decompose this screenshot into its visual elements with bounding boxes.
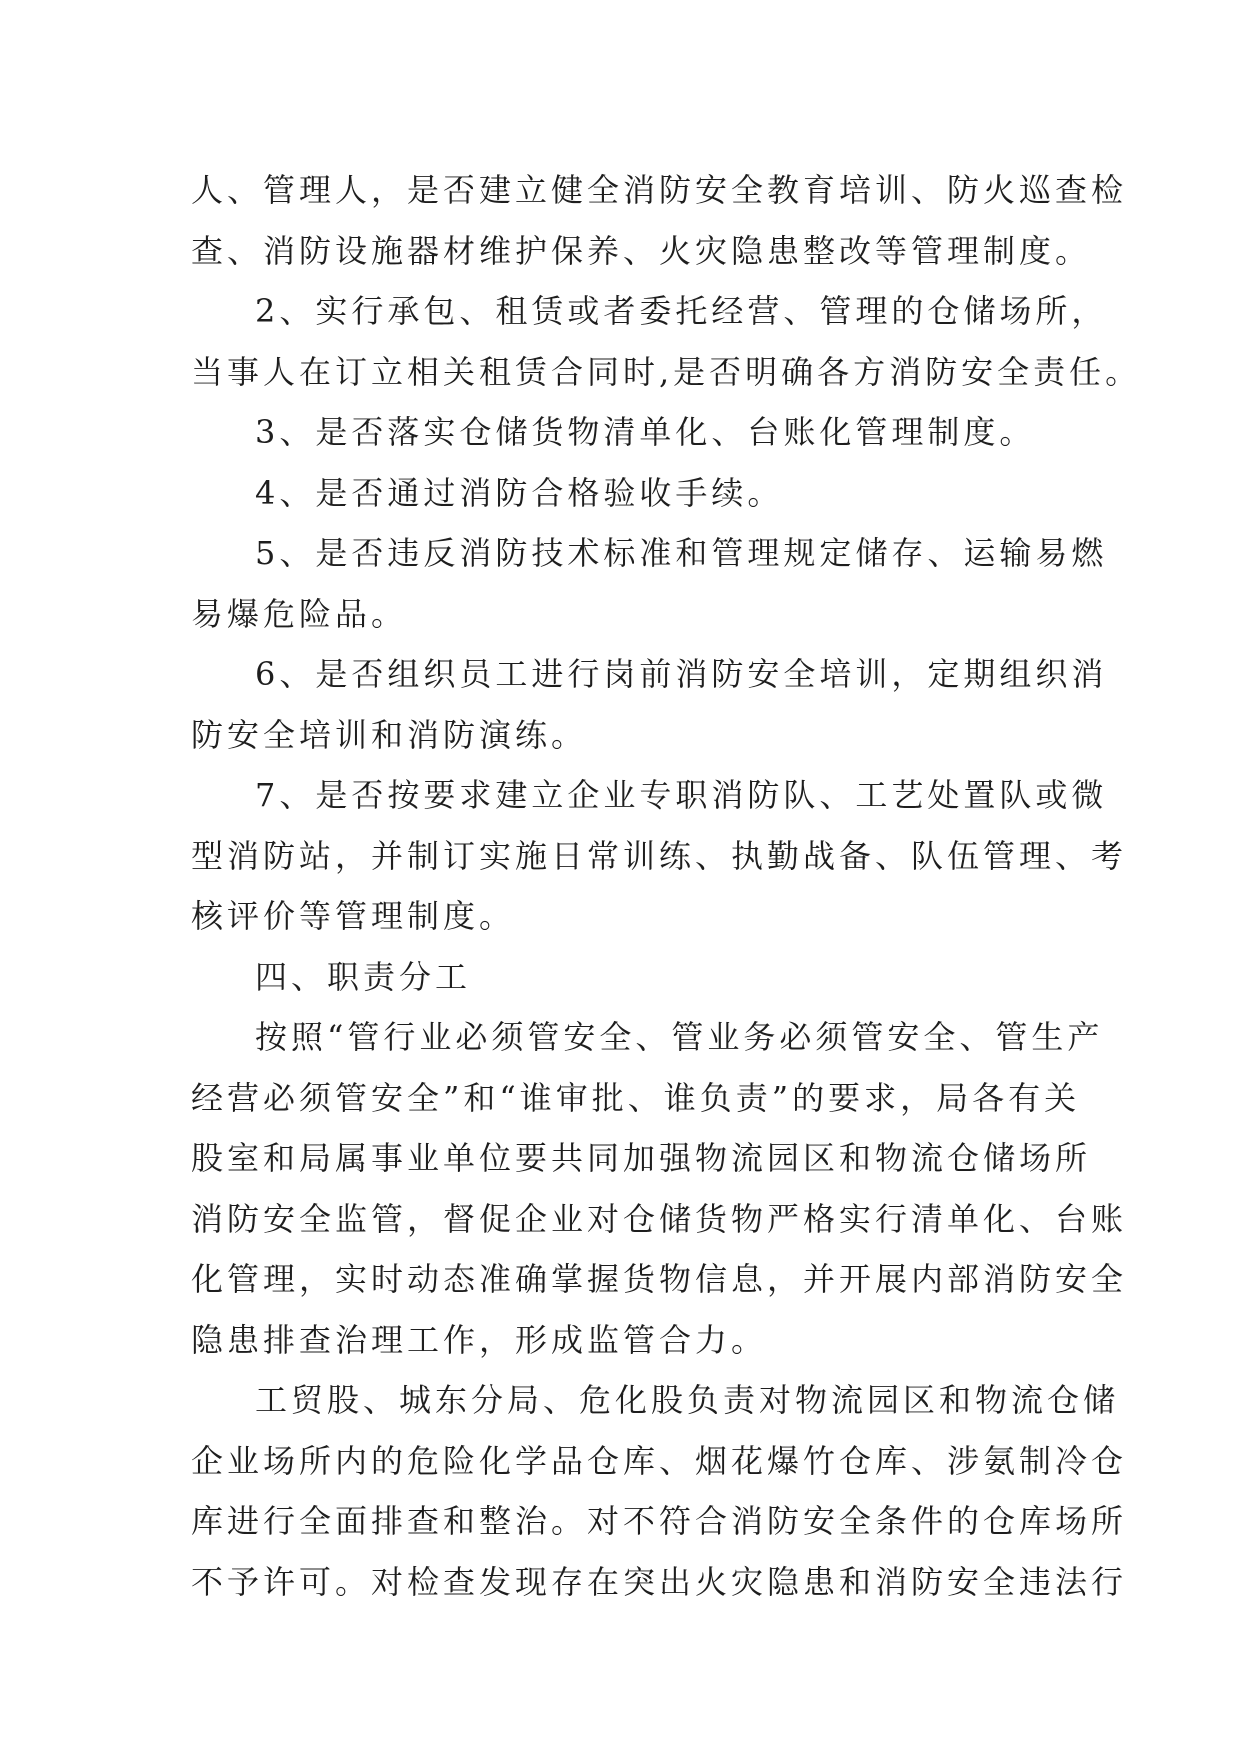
paragraph-start-line: 5、是否违反消防技术标准和管理规定储存、运输易燃 <box>255 534 1108 572</box>
text-line: 核评价等管理制度。 <box>191 897 516 935</box>
text-line: 企业场所内的危险化学品仓库、烟花爆竹仓库、涉氨制冷仓 <box>191 1441 1128 1480</box>
paragraph-start-line: 按照“管行业必须管安全、管业务必须管安全、管生产 <box>255 1018 1104 1056</box>
text-line: 隐患排查治理工作，形成监管合力。 <box>191 1320 768 1359</box>
text-line: 库进行全面排查和整治。对不符合消防安全条件的仓库场所 <box>191 1502 1128 1540</box>
text-line: 防安全培训和消防演练。 <box>191 715 588 754</box>
paragraph-start-line: 6、是否组织员工进行岗前消防安全培训，定期组织消 <box>255 655 1108 693</box>
text-line: 消防安全监管，督促企业对仓储货物严格实行清单化、台账 <box>191 1199 1128 1238</box>
paragraph-start-line: 3、是否落实仓储货物清单化、台账化管理制度。 <box>255 413 1036 451</box>
text-line: 人、管理人，是否建立健全消防安全教育培训、防火巡查检 <box>191 171 1128 209</box>
paragraph-start-line: 工贸股、城东分局、危化股负责对物流园区和物流仓储 <box>255 1381 1120 1419</box>
text-line: 经营必须管安全”和“谁审批、谁负责”的要求，局各有关 <box>191 1078 1081 1117</box>
text-line: 查、消防设施器材维护保养、火灾隐患整改等管理制度。 <box>191 231 1092 270</box>
paragraph-start-line: 7、是否按要求建立企业专职消防队、工艺处置队或微 <box>255 776 1108 814</box>
text-line: 化管理，实时动态准确掌握货物信息，并开展内部消防安全 <box>191 1260 1128 1298</box>
text-line: 不予许可。对检查发现存在突出火灾隐患和消防安全违法行 <box>191 1562 1128 1601</box>
text-line: 股室和局属事业单位要共同加强物流园区和物流仓储场所 <box>191 1139 1092 1177</box>
text-line: 当事人在订立相关租赁合同时,是否明确各方消防安全责任。 <box>191 352 1142 391</box>
paragraph-start-line: 2、实行承包、租赁或者委托经营、管理的仓储场所， <box>255 292 1108 330</box>
document-body <box>191 160 1142 1612</box>
text-line: 易爆危险品。 <box>191 594 408 633</box>
section-heading: 四、职责分工 <box>255 957 472 996</box>
text-line: 型消防站，并制订实施日常训练、执勤战备、队伍管理、考 <box>191 836 1128 875</box>
paragraph-start-line: 4、是否通过消防合格验收手续。 <box>255 473 784 512</box>
